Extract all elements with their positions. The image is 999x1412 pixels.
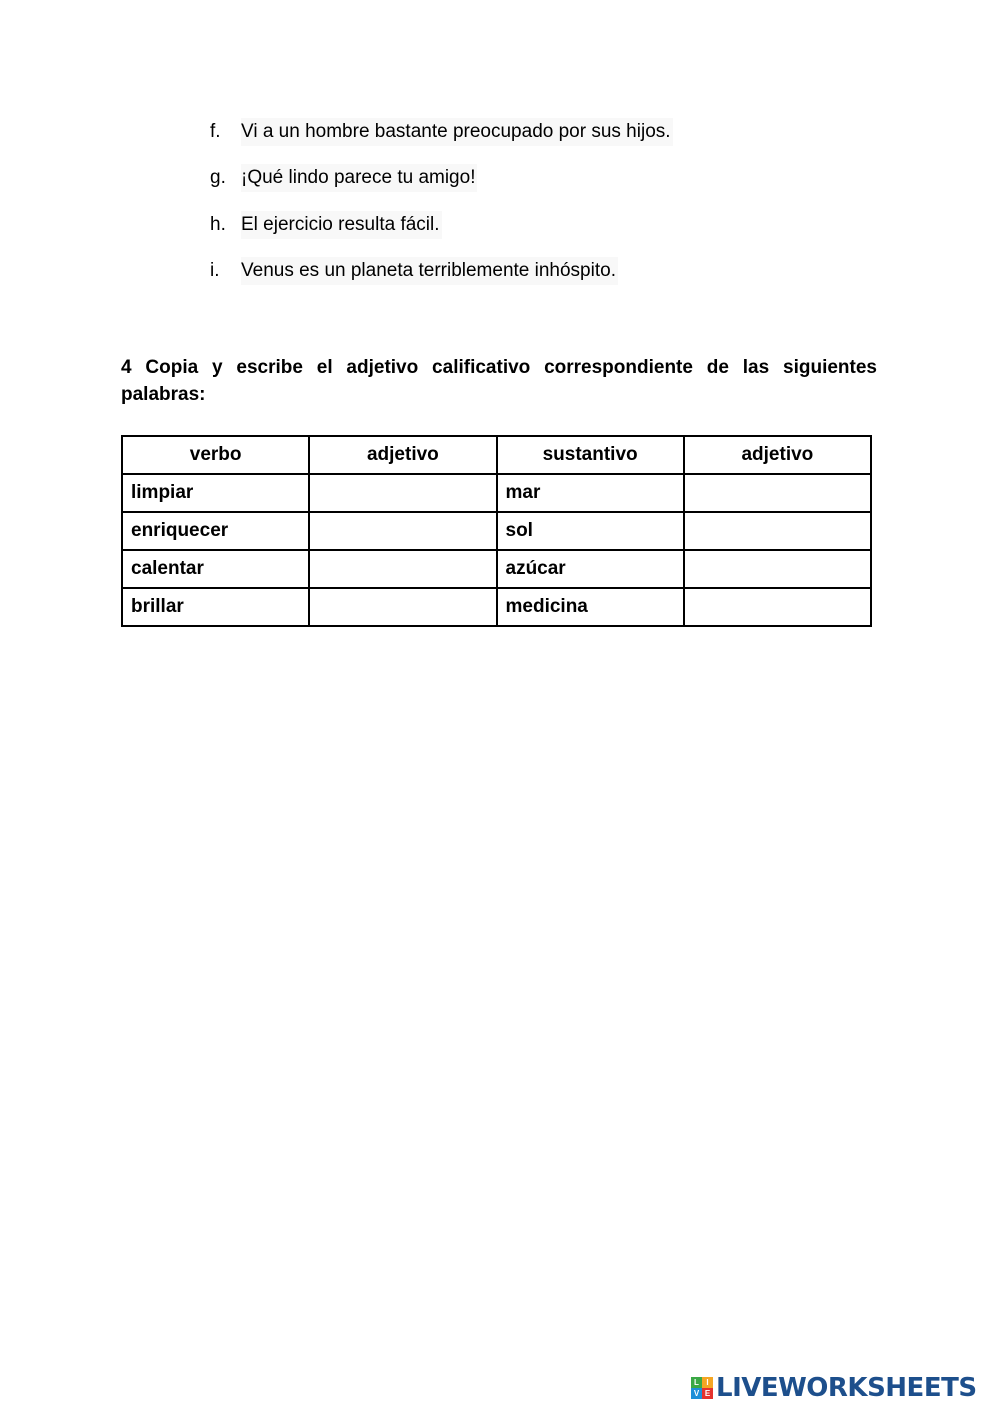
- list-marker: i.: [210, 259, 220, 281]
- list-item-text: ¡Qué lindo parece tu amigo!: [241, 164, 477, 192]
- exercise-instruction: 4 Copia y escribe el adjetivo calificativo correspondiente de las siguientes palabras:: [121, 357, 877, 405]
- verb-cell: limpiar: [122, 474, 309, 512]
- answer-cell[interactable]: [684, 588, 871, 626]
- verb-cell: calentar: [122, 550, 309, 588]
- verb-cell: enriquecer: [122, 512, 309, 550]
- liveworksheets-logo: [691, 1372, 977, 1404]
- answer-cell[interactable]: [309, 588, 496, 626]
- answer-cell[interactable]: [309, 550, 496, 588]
- header-adjetivo: adjetivo: [309, 436, 496, 474]
- noun-cell: azúcar: [497, 550, 684, 588]
- list-marker: g.: [210, 167, 226, 189]
- table-row: [122, 588, 871, 626]
- header-verbo: verbo: [122, 436, 309, 474]
- answer-cell[interactable]: [309, 474, 496, 512]
- word-table: [121, 435, 872, 627]
- table-row: [122, 512, 871, 550]
- list-marker: f.: [210, 121, 221, 142]
- logo-text: LIVEWORKSHEETS: [716, 1373, 977, 1403]
- table-row: [122, 550, 871, 588]
- table-row: [122, 474, 871, 512]
- list-item-text: Vi a un hombre bastante preocupado por sus hijos.: [241, 118, 673, 146]
- answer-cell[interactable]: [684, 550, 871, 588]
- answer-cell[interactable]: [684, 512, 871, 550]
- answer-cell[interactable]: [684, 474, 871, 512]
- list-marker: h.: [210, 213, 226, 235]
- header-adjetivo-2: adjetivo: [684, 436, 871, 474]
- header-sustantivo: sustantivo: [497, 436, 684, 474]
- noun-cell: sol: [497, 512, 684, 550]
- liveworksheets-logo-icon: L I V E: [691, 1377, 713, 1399]
- table-header-row: [122, 436, 871, 474]
- noun-cell: medicina: [497, 588, 684, 626]
- list-item-text: Venus es un planeta terriblemente inhóspito.: [241, 257, 618, 285]
- noun-cell: mar: [497, 474, 684, 512]
- verb-cell: brillar: [122, 588, 309, 626]
- answer-cell[interactable]: [309, 512, 496, 550]
- list-item-text: El ejercicio resulta fácil.: [241, 211, 442, 239]
